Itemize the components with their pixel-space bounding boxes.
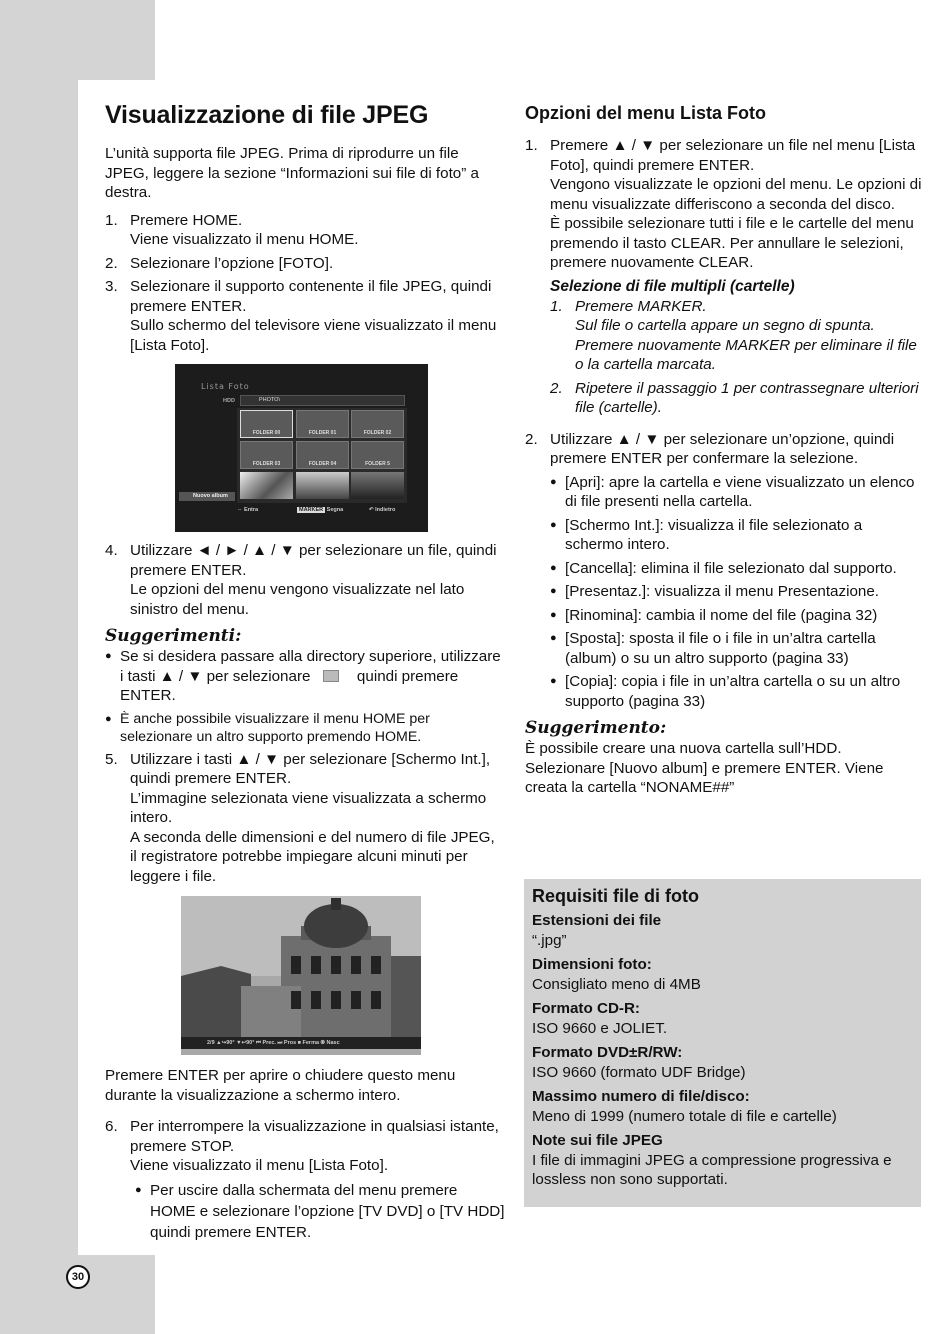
- enter-note: Premere ENTER per aprire o chiudere questo menu durante la visualizzazione a schermo intero.: [105, 1067, 456, 1104]
- photo-thumb: [240, 472, 293, 499]
- folder-up-icon: [323, 670, 339, 682]
- foot-marker: MARKER Segna: [299, 507, 344, 513]
- req-value: ISO 9660 e JOLIET.: [532, 1019, 668, 1037]
- req-value: Meno di 1999 (numero totale di file e cartelle): [532, 1107, 837, 1125]
- multi-select-heading: Selezione di file multipli (cartelle): [550, 277, 795, 295]
- step-6-bullet: ● Per uscire dalla schermata del menu premere HOME e selezionare l’opzione [TV DVD] o [TV HDD] quindi premere ENTER.: [135, 1181, 505, 1241]
- new-album-button: Nuovo album: [179, 492, 235, 501]
- requirements-title: Requisiti file di foto: [532, 886, 699, 906]
- intro-text: L’unità supporta file JPEG. Prima di riprodurre un file JPEG, leggere la sezione “Informazioni sui file di foto” a destra.: [105, 145, 479, 201]
- req-label: Estensioni dei file: [532, 912, 662, 929]
- req-label: Note sui file JPEG: [532, 1132, 663, 1149]
- foot-enter: ⇔ Entra: [237, 507, 259, 513]
- tips-heading: Suggerimenti:: [105, 626, 242, 646]
- req-label: Dimensioni foto:: [532, 956, 652, 973]
- option-sposta: ● [Sposta]: sposta il file o i file in un’altra cartella (album) o su un altro supporto (pagina 33): [550, 630, 876, 667]
- req-value: ISO 9660 (formato UDF Bridge): [532, 1063, 746, 1081]
- req-label: Massimo numero di file/disco:: [532, 1088, 750, 1105]
- photo-control-bar: 2/9 ▲↪90° ▼↩90° ⏮ Prec. ⏭ Pros ■ Ferma ⦿ Nasc: [181, 1037, 421, 1049]
- right-step-2: 2. Utilizzare ▲ / ▼ per selezionare un’opzione, quindi premere ENTER per confermare la selezione.: [525, 430, 895, 467]
- step-4: 4. Utilizzare ◄ / ► / ▲ / ▼ per selezionare un file, quindi premere ENTER. Le opzioni del menu vengono visualizzate nel lato sinistro del menu.: [105, 542, 497, 618]
- step-5: 5. Utilizzare i tasti ▲ / ▼ per selezionare [Schermo Int.], quindi premere ENTER. L’immagine selezionata viene visualizzata a schermo intero. A seconda delle dimensioni e del numero di file JPEG, il registratore potrebbe impiegare alcuni minuti per leggere i file.: [105, 750, 495, 885]
- right-step-1: 1. Premere ▲ / ▼ per selezionare un file nel menu [Lista Foto], quindi premere ENTER. Vengono visualizzate le opzioni del menu. Le opzioni di menu visualizzate differiscono a seconda del disco. È possibile selezionare tutti i file e le cartelle del menu premendo il tasto CLEAR. Per annullare le selezioni, premere nuovamente CLEAR.: [525, 137, 922, 271]
- photo-thumb: [296, 472, 349, 499]
- folder-grid: [237, 408, 407, 503]
- foot-back: ↶ Indietro: [369, 507, 396, 513]
- folder-label: FOLDER 00: [252, 430, 281, 436]
- photo-requirements-box: [524, 879, 921, 1207]
- option-copia: ● [Copia]: copia i file in un’altra cartella o su un altro supporto (pagina 33): [550, 673, 901, 710]
- req-label: Formato DVD±R/RW:: [532, 1044, 683, 1061]
- folder-label: FOLDER 04: [308, 461, 337, 467]
- option-schermo-int: ● [Schermo Int.]: visualizza il file selezionato a schermo intero.: [550, 516, 863, 553]
- folder-label: FOLDER 03: [252, 461, 281, 467]
- step-2: 2. Selezionare l’opzione [FOTO].: [105, 254, 334, 272]
- req-label: Formato CD-R:: [532, 1000, 640, 1017]
- folder-label: FOLDER 5: [365, 461, 390, 467]
- step-1: 1. Premere HOME. Viene visualizzato il menu HOME.: [105, 211, 359, 248]
- menu-path: PHOTO\: [240, 395, 405, 406]
- tip-heading: Suggerimento:: [525, 718, 667, 738]
- req-value: “.jpg”: [532, 931, 567, 949]
- tip-text: È possibile creare una nuova cartella sull’HDD. Selezionare [Nuovo album] e premere ENTER. Viene creata la cartella “NONAME##”: [525, 740, 884, 796]
- building-photo: [181, 896, 421, 1055]
- step-6: 6. Per interrompere la visualizzazione in qualsiasi istante, premere STOP. Viene visualizzato il menu [Lista Foto].: [105, 1118, 499, 1174]
- folder-label: FOLDER 01: [308, 430, 337, 436]
- lista-foto-screenshot: [175, 364, 428, 532]
- photo-thumb: [351, 472, 404, 499]
- multi-step-2: 2. Ripetere il passaggio 1 per contrassegnare ulteriori file (cartelle).: [550, 379, 919, 416]
- step-3: 3. Selezionare il supporto contenente il file JPEG, quindi premere ENTER. Sullo schermo del televisore viene visualizzato il menu [Lista Foto].: [105, 278, 497, 354]
- section-title: Opzioni del menu Lista Foto: [525, 103, 766, 123]
- option-apri: ● [Apri]: apre la cartella e viene visualizzato un elenco di file presenti nella cartella.: [550, 473, 915, 510]
- option-rinomina: ● [Rinomina]: cambia il nome del file (pagina 32): [550, 606, 878, 624]
- menu-title: Lista Foto: [201, 382, 250, 391]
- page-number: 30: [66, 1265, 90, 1289]
- req-value: I file di immagini JPEG a compressione progressiva e lossless non sono supportati.: [532, 1151, 892, 1188]
- right-column: [525, 102, 922, 798]
- option-presentaz: ● [Presentaz.]: visualizza il menu Presentazione.: [550, 583, 880, 600]
- option-cancella: ● [Cancella]: elimina il file selezionato dal supporto.: [550, 559, 897, 577]
- page-title: Visualizzazione di file JPEG: [105, 101, 429, 129]
- multi-step-1: 1. Premere MARKER. Sul file o cartella appare un segno di spunta. Premere nuovamente MARKER per eliminare il file o la cartella marcata.: [550, 297, 917, 373]
- fullscreen-photo-screenshot: [181, 896, 421, 1055]
- tip-2: ● È anche possibile visualizzare il menu HOME per selezionare un altro supporto premendo HOME.: [105, 710, 430, 745]
- tip-1: ● Se si desidera passare alla directory superiore, utilizzare i tasti ▲ / ▼ per selezionare quindi premere ENTER.: [105, 648, 501, 704]
- folder-label: FOLDER 02: [363, 430, 392, 436]
- menu-source: HDD: [223, 398, 235, 404]
- req-value: Consigliato meno di 4MB: [532, 975, 701, 993]
- left-column: [105, 100, 505, 1247]
